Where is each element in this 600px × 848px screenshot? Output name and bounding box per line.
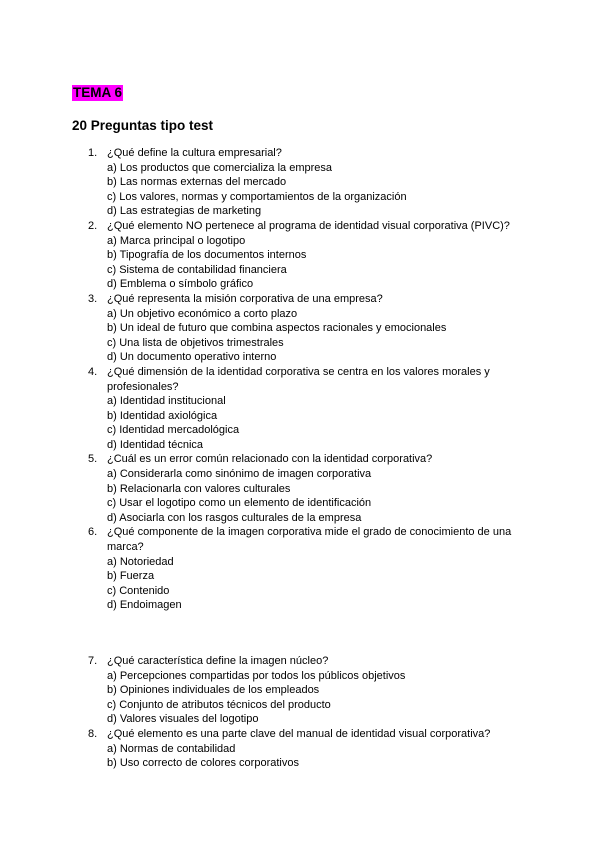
option-c: c) Usar el logotipo como un elemento de identificación — [107, 497, 372, 510]
question-number: 6. — [88, 526, 98, 539]
question-number: 7. — [88, 655, 98, 667]
option-c: c) Los valores, normas y comportamientos de la organización — [107, 190, 407, 203]
question-4 — [0, 365, 600, 453]
option-d: d) Un documento operativo interno — [107, 351, 277, 364]
question-text: ¿Qué define la cultura empresarial? — [107, 147, 282, 159]
option-d: d) Identidad técnica — [107, 438, 204, 451]
option-c: c) Una lista de objetivos trimestrales — [107, 336, 284, 349]
question-number: 4. — [88, 365, 98, 378]
option-a: a) Marca principal o logotipo — [107, 234, 246, 247]
question-text: ¿Qué componente de la imagen corporativa mide el grado de conocimiento de una marca? — [107, 526, 512, 554]
option-b: b) Las normas externas del mercado — [107, 176, 287, 189]
option-c: c) Contenido — [107, 584, 170, 597]
question-text: ¿Qué característica define la imagen núcleo? — [107, 655, 329, 667]
question-list-block-2 — [0, 654, 600, 771]
option-a: a) Normas de contabilidad — [107, 742, 236, 755]
option-b: b) Tipografía de los documentos internos — [107, 249, 307, 262]
option-a: a) Notoriedad — [107, 555, 174, 568]
option-d: d) Las estrategias de marketing — [107, 205, 262, 218]
option-a: a) Los productos que comercializa la empresa — [107, 161, 333, 174]
option-c: c) Identidad mercadológica — [107, 424, 240, 437]
option-b: b) Identidad axiológica — [107, 409, 218, 422]
option-d: d) Endoimagen — [107, 599, 182, 612]
question-list-block-1 — [0, 146, 600, 613]
tema-heading: TEMA 6 — [73, 85, 123, 100]
question-1 — [0, 146, 600, 219]
question-text: ¿Qué elemento es una parte clave del manual de identidad visual corporativa? — [107, 727, 491, 740]
question-number: 8. — [88, 727, 98, 740]
option-b: b) Opiniones individuales de los empleados — [107, 684, 320, 697]
question-7 — [0, 654, 600, 727]
section-subtitle: 20 Preguntas tipo test — [72, 118, 214, 133]
question-text: ¿Cuál es un error común relacionado con la identidad corporativa? — [107, 453, 433, 466]
option-d: d) Asociarla con los rasgos culturales de la empresa — [107, 511, 362, 524]
question-text: ¿Qué dimensión de la identidad corporativa se centra en los valores morales y profesionales? — [107, 365, 490, 393]
question-3 — [0, 292, 600, 365]
question-number: 3. — [88, 292, 98, 305]
option-b: b) Fuerza — [107, 570, 155, 583]
option-b: b) Relacionarla con valores culturales — [107, 482, 291, 495]
question-number: 1. — [88, 147, 98, 159]
option-b: b) Uso correcto de colores corporativos — [107, 757, 299, 770]
option-d: d) Emblema o símbolo gráfico — [107, 278, 254, 291]
question-5 — [0, 452, 600, 525]
option-c: c) Sistema de contabilidad financiera — [107, 263, 287, 276]
question-2 — [0, 219, 600, 292]
question-text: ¿Qué elemento NO pertenece al programa de identidad visual corporativa (PIVC)? — [107, 219, 510, 232]
question-number: 2. — [88, 219, 98, 232]
option-a: a) Identidad institucional — [107, 395, 226, 408]
question-text: ¿Qué representa la misión corporativa de una empresa? — [107, 292, 383, 305]
option-b: b) Un ideal de futuro que combina aspectos racionales y emocionales — [107, 322, 447, 335]
option-c: c) Conjunto de atributos técnicos del producto — [107, 698, 331, 711]
option-a: a) Un objetivo económico a corto plazo — [107, 307, 298, 320]
question-8 — [0, 727, 600, 771]
option-a: a) Percepciones compartidas por todos los públicos objetivos — [107, 669, 406, 682]
option-a: a) Considerarla como sinónimo de imagen corporativa — [107, 468, 372, 481]
question-number: 5. — [88, 453, 98, 466]
question-6 — [0, 525, 600, 613]
option-d: d) Valores visuales del logotipo — [107, 713, 259, 726]
